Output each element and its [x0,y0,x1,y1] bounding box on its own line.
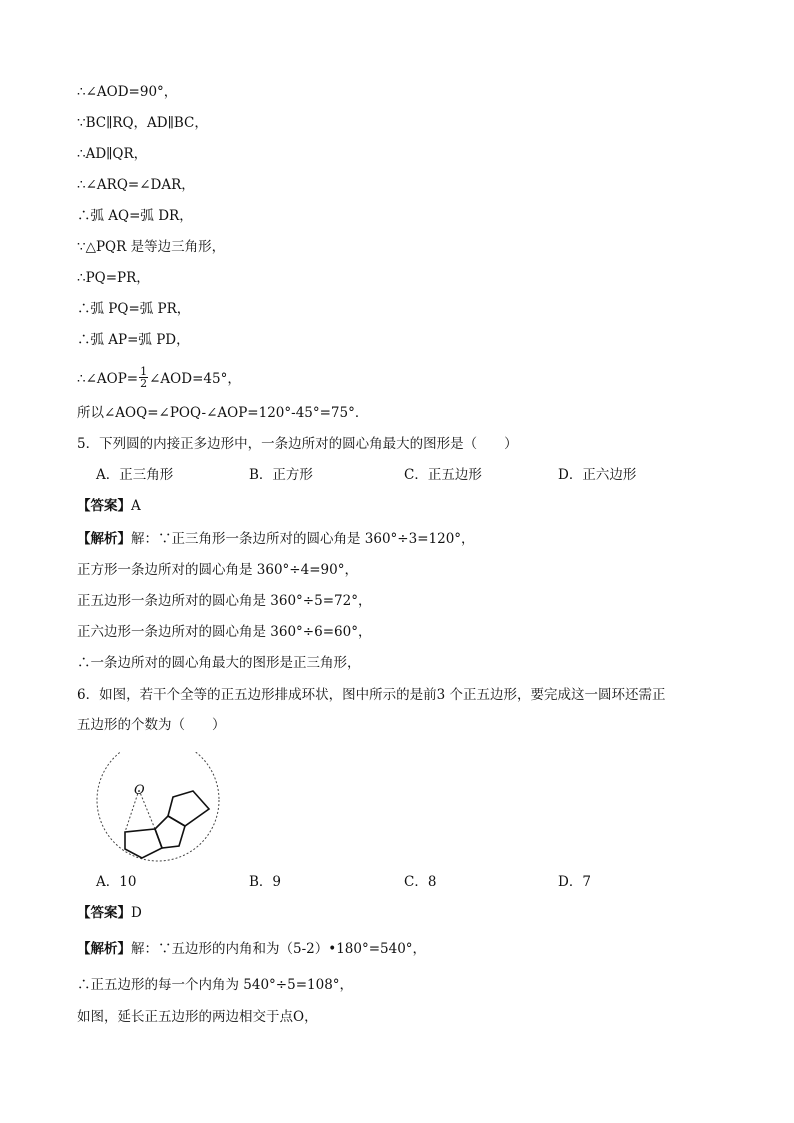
text-segment: ∴∠AOP= [77,371,139,387]
question-stem: 5．下列圆的内接正多边形中，一条边所对的圆心角最大的图形是（ ） [77,436,518,452]
analysis-text: 解：∵五边形的内角和为（5-2）•180°=540°， [131,941,427,957]
question-stem: 五边形的个数为（ ） [77,717,226,733]
text-line: ∴弧 PQ=弧 PR， [77,301,191,317]
analysis-line [77,940,426,958]
analysis-line: 正六边形一条边所对的圆心角是 360°÷6=60°， [77,624,372,640]
analysis-tag: 【解析】 [77,941,131,957]
option-a: A．正三角形 [96,467,174,483]
pentagon-3 [168,791,209,826]
text-segment: ∠AOD=45°， [149,371,241,387]
text-line: 所以∠AOQ=∠POQ-∠AOP=120°-45°=75°． [77,405,369,421]
option-b: B．正方形 [249,467,313,483]
answer-tag: 【答案】 [77,905,131,921]
option-b: B．9 [249,874,282,890]
point-o-label: O [134,783,145,798]
dotted-circle [97,752,219,861]
pentagon-ring-figure [92,752,242,862]
pentagon-2 [155,816,185,848]
text-line: ∴∠ARQ=∠DAR， [77,177,195,193]
question-stem: 6．如图，若干个全等的正五边形排成环状，图中所示的是前3 个正五边形，要完成这一圆环还需正 [77,687,666,703]
analysis-line: 正方形一条边所对的圆心角是 360°÷4=90°， [77,562,358,578]
fraction [139,366,148,389]
answer-tag: 【答案】 [77,498,131,514]
text-line: ∴弧 AP=弧 PD， [77,332,190,348]
text-line: ∵BC∥RQ，AD∥BC， [77,115,208,131]
text-line: ∴弧 AQ=弧 DR， [77,208,193,224]
analysis-line: ∴正五边形的每一个内角为 540°÷5=108°， [77,977,354,993]
fraction-numerator: 1 [140,365,148,378]
analysis-line: 正五边形一条边所对的圆心角是 360°÷5=72°， [77,593,372,609]
answer-value: D [131,905,142,921]
analysis-line: 如图，延长正五边形的两边相交于点O， [77,1009,318,1025]
text-line: ∴∠AOD=90°， [77,84,178,100]
text-line: ∵△PQR 是等边三角形， [77,239,226,255]
option-d: D．7 [558,874,591,890]
text-line-fraction [77,365,241,391]
fraction-denominator: 2 [140,377,148,390]
answer-line [77,904,142,922]
analysis-line: ∴一条边所对的圆心角最大的图形是正三角形， [77,655,361,671]
answer-value: A [131,498,141,514]
analysis-text: 解：∵正三角形一条边所对的圆心角是 360°÷3=120°， [131,531,475,547]
text-line: ∴AD∥QR， [77,146,148,162]
answer-line [77,497,141,515]
option-a: A．10 [96,874,137,890]
analysis-line [77,530,475,548]
text-line: ∴PQ=PR， [77,270,150,286]
option-d: D．正六边形 [558,467,637,483]
option-c: C．正五边形 [404,467,482,483]
option-c: C．8 [404,874,437,890]
analysis-tag: 【解析】 [77,531,131,547]
